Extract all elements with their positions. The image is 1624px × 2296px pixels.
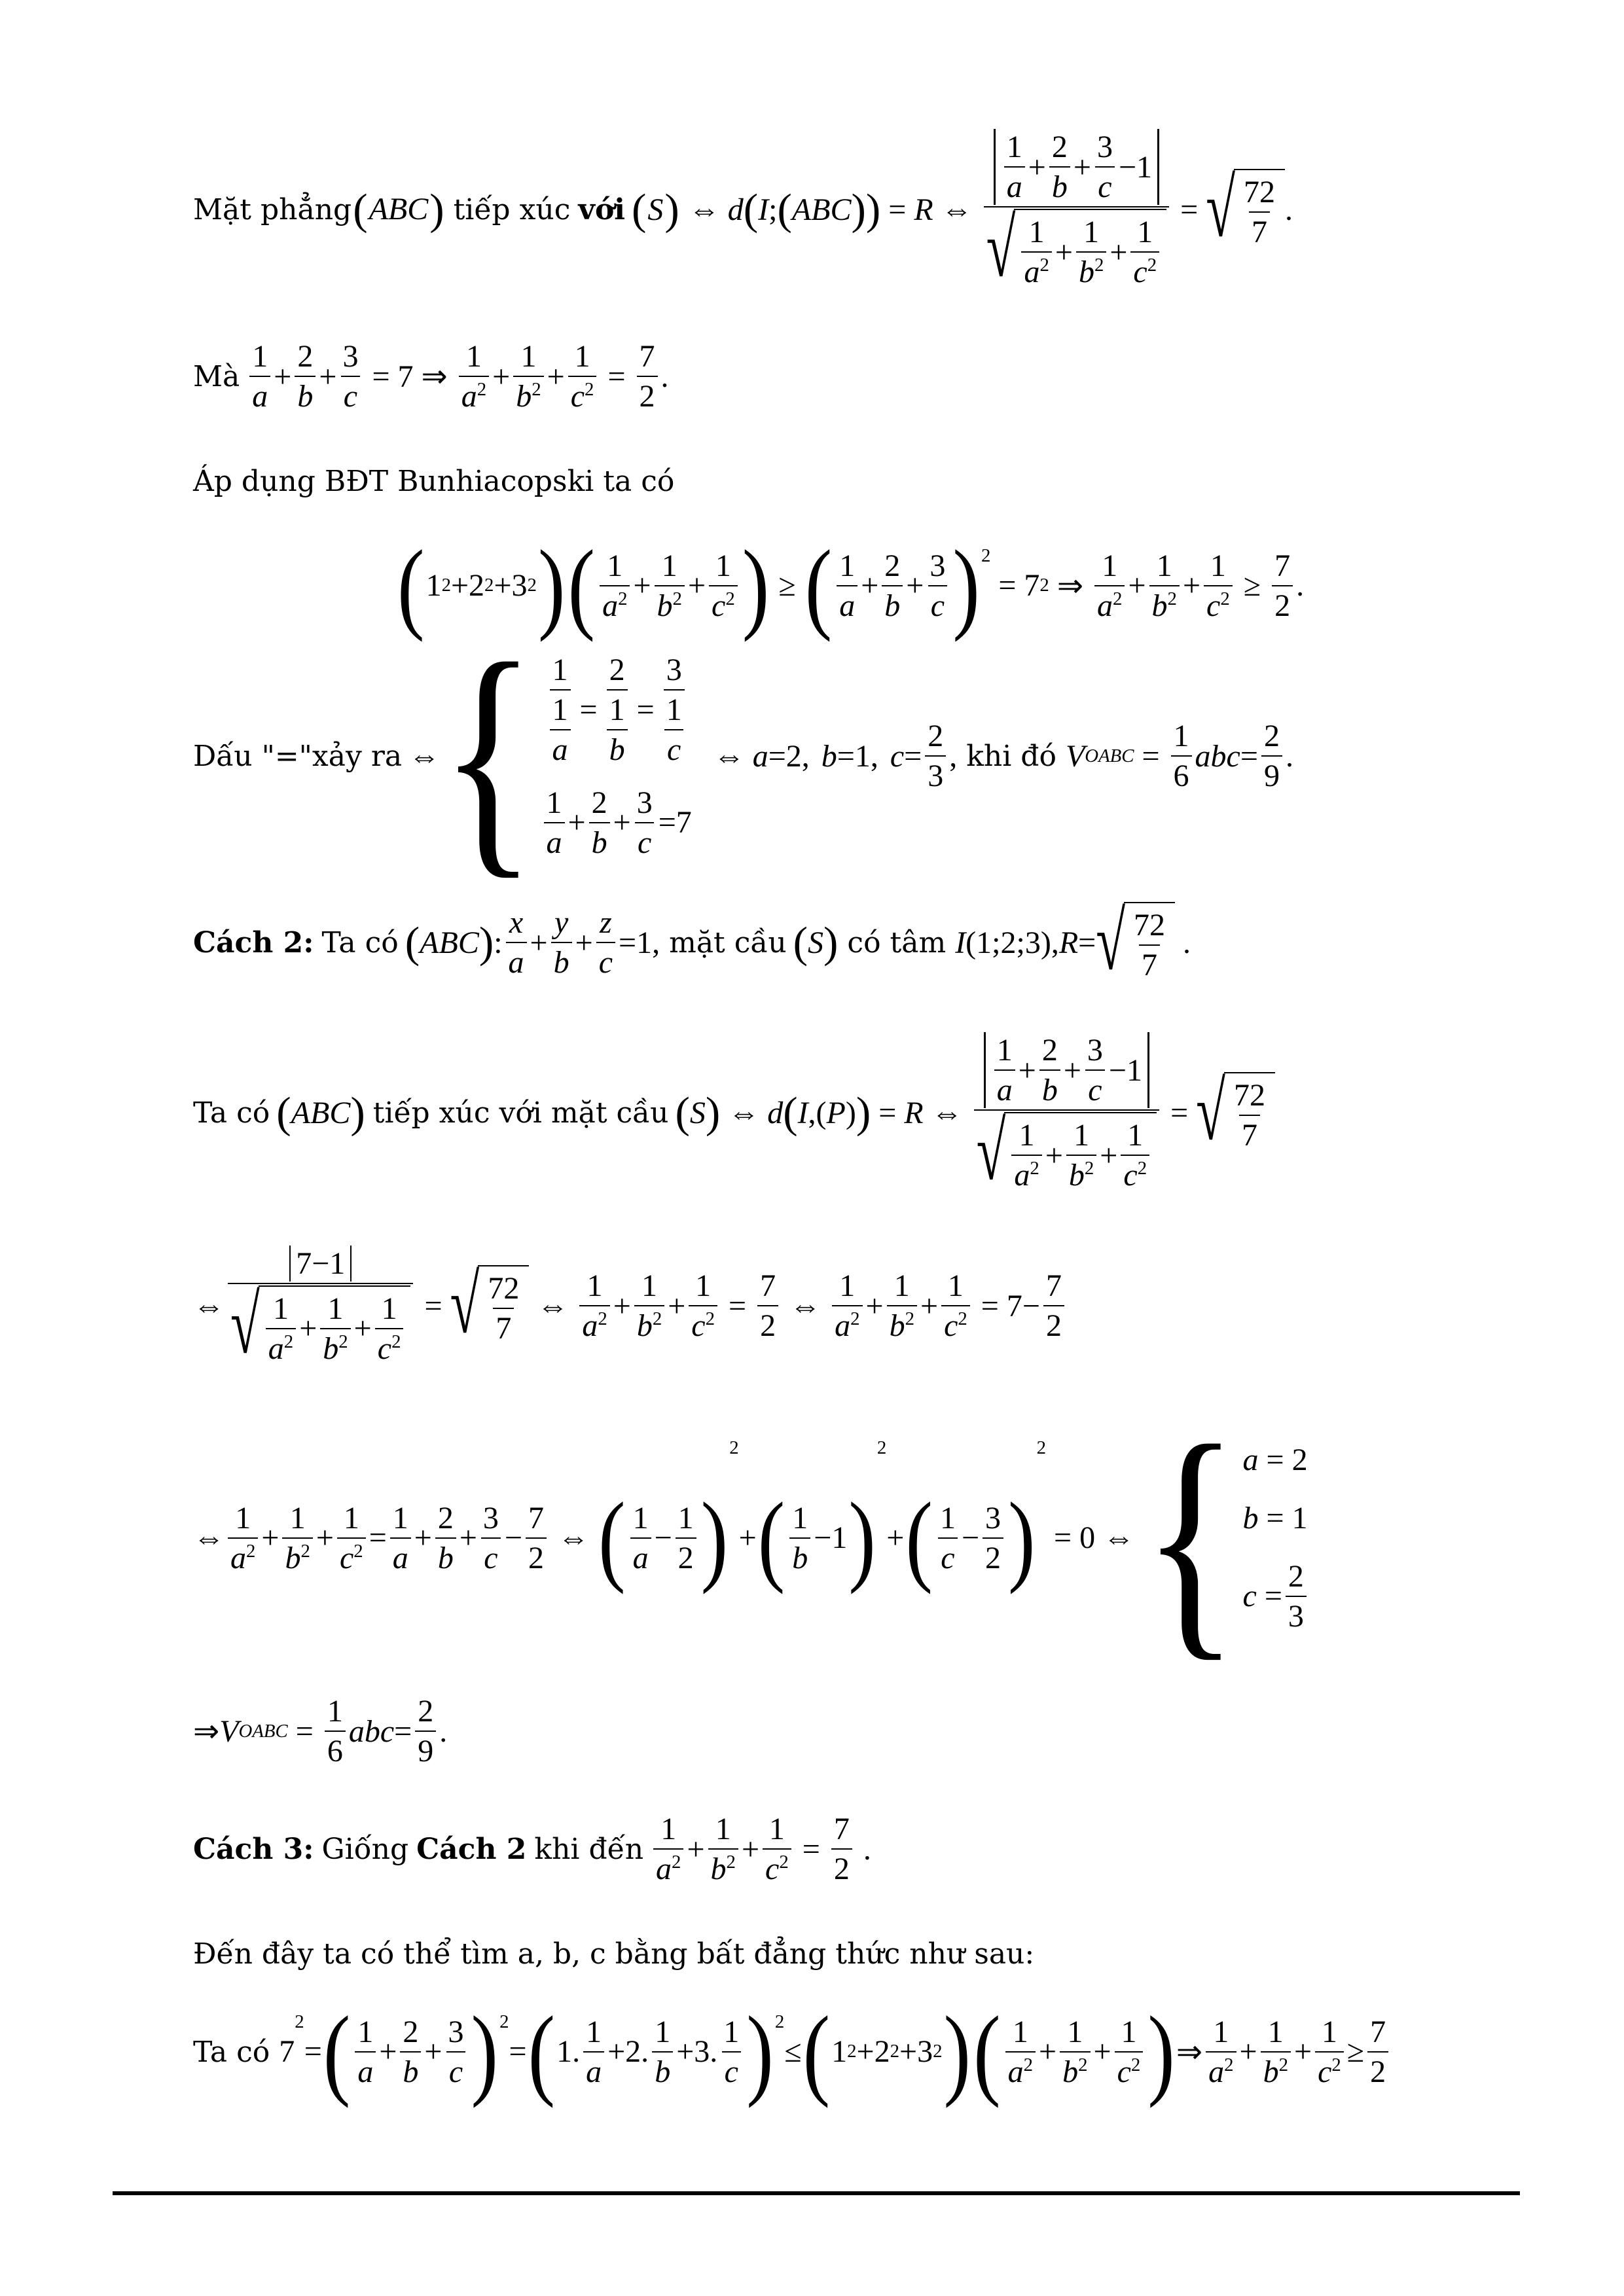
line-ma [193,334,669,419]
text: khi đó [966,739,1056,773]
text: khi đến [534,1832,644,1866]
math: ( ABC ) : x a + y b + z c =1, [405,905,660,980]
text: Ta có [193,1096,270,1130]
math: ⇒ V OABC = $\frac{1}{6}$ abc = 2 9 . [193,1694,448,1768]
math: ( 1 2 +2 2 +3 2 ) ( 1 $a^2$ + 1 $b^2$ + 1 $c^2$ ) ≥ ( 1 a + 2 b + 3 c ) $^2$ = 7 2 ⇒ 1 $a^2$ + 1 $b^2$ + $\frac{1}{c^2}$ ≥ $\frac{7}{2}$ . [397,529,1305,642]
line-cach3 [193,1806,871,1892]
line-equality [193,611,1293,901]
math: V OABC = $\frac{1}{6}$ abc = 2 9 . [1065,719,1293,793]
text: "="xảy ra [261,739,403,773]
math: 7 2 = ( 1 a + 2 b + 3 c ) $^2$ = ( 1. 1 a +2. 1 b +3. 1 c ) $^2$ ≤ ( 1 2 +2 2 +3 2 ) ( 1 $a^2$ + 1 $b^2$ + 1 $c^2$ ) ⇒ 1 $a^2$ + 1 $b^2$ + 1 $c^2$ ≥ 7 2 [279,2011,1392,2093]
text: tiếp xúc với mặt cầu [372,1096,669,1130]
math: ( ABC ) [276,1088,365,1137]
math: I (1;2;3), R = √ 72 7 . [955,895,1191,988]
text: Ta có [193,2035,270,2069]
text: Mà [193,359,240,393]
math: ( S ) ⇔ d ( I ; ( ABC )) = R ⇔ 1 a + 2 b + 3 c −1 √ 1 $a^2$ + 1 $b^2$ + 1 $c^2$ = √ 72 7 . [632,130,1293,295]
line-cach2 [193,897,1191,988]
text: với [578,192,626,226]
text: có tâm [847,925,947,960]
line-bunhia-intro [193,458,674,504]
math: ( S ) [793,918,839,967]
line-equiv-1 [193,1230,1068,1381]
line-intro-c3 [193,1931,1034,1977]
text: Cách 2 [416,1832,527,1866]
label: Cách 3: [193,1832,314,1866]
line-tangent-sphere [193,1028,1275,1198]
text: Giống [321,1832,409,1866]
math: ( ABC ) [353,185,444,234]
math: ⇔ 1 $a^2$ + 1 $b^2$ + 1 $c^2$ = 1 a + 2 b + 3 c − 7 2 ⇔ ( 1 a − 1 2 ) 2 + ( 1 b −1 ) 2 + ( 1 c − 3 2 ) 2 = 0 ⇔ { a = 2 b = 1 c = 2 3 [193,1393,1308,1683]
footer-rule [113,2191,1520,2195]
math: ⇔ { $\frac{1}{1}$ a = $\frac{2}{1}$ b = $\frac{3}{1}$ c 1 a + 2 b + 3 c =7 ⇔ a =2, b =1, c = 2 3 , [408,611,958,901]
line-tangent-condition [193,121,1293,298]
line-final-ineq [193,1995,1392,2108]
text: tiếp xúc [453,192,571,226]
math: ( S ) ⇔ d ( I ,( P ) ) = R ⇔ 1 a + 2 b + 3 c −1 √ 1 $a^2$ + 1 $b^2$ + 1 $c^2$ = √ 72 7 [675,1032,1275,1193]
math: 1 $a^2$ + 1 $b^2$ + $\frac{1}{c^2}$ = $\frac{7}{2}$ . [650,1811,871,1887]
line-equiv-2 [193,1393,1310,1683]
math: ⇔ 7−1 √ 1 $a^2$ + 1 $b^2$ + 1 $c^2$ = √ 72 7 ⇔ 1 $a^2$ + 1 $b^2$ + $\frac{1}{c^2}$ = $\frac{7}{2}$ ⇔ 1 $a^2$ + 1 $b^2$ + $\frac{1}{c^2}$ = 7− $\frac{7}{2}$ [193,1246,1068,1367]
math: 1 a + 2 b + $\frac{3}{c}$ = 7 ⇒ 1 $a^2$ + 1 $b^2$ + $\frac{1}{c^2}$ = $\frac{7}{2}$ . [246,338,668,414]
text: Dấu [193,739,253,773]
text: mặt cầu [669,925,787,960]
text: Mặt phẳng [193,192,352,226]
line-volume [193,1685,447,1777]
text: Áp dụng BĐT Bunhiacopski ta có [193,464,675,498]
label: Cách 2: [193,925,314,960]
text: Ta có [321,925,399,960]
text: Đến đây ta có thể tìm a, b, c bằng bất đẳng thức như sau: [193,1937,1035,1971]
